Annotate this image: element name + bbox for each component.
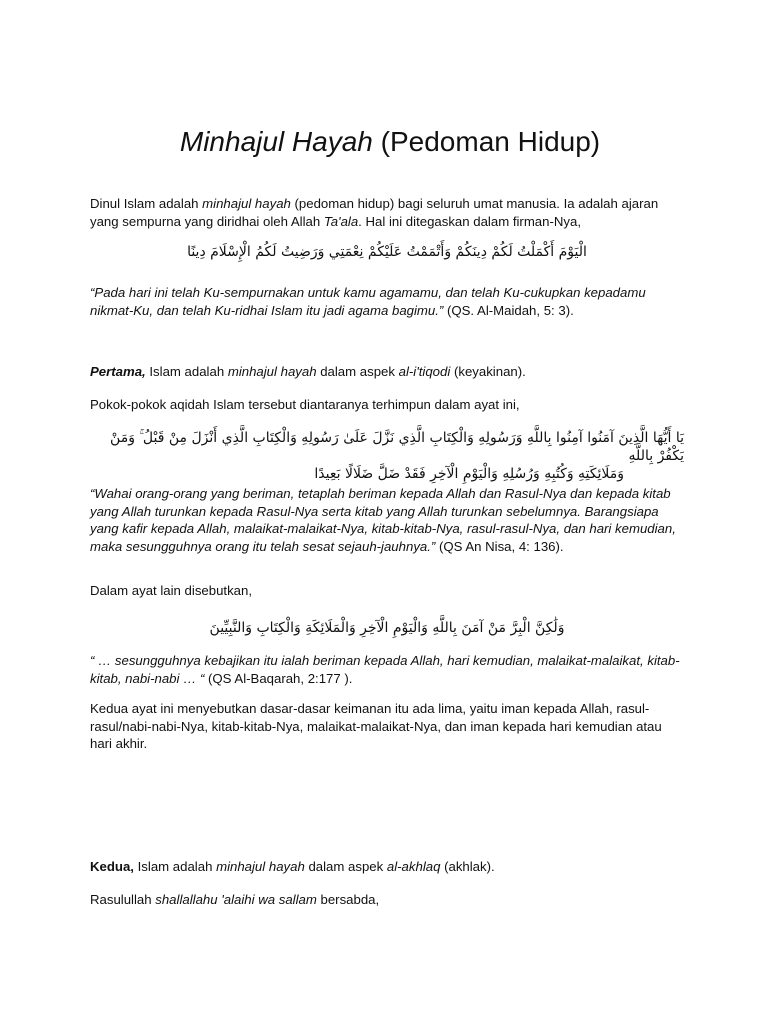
- pertama-paragraph: [90, 363, 682, 381]
- pokok-paragraph: Pokok-pokok aqidah Islam tersebut diantaranya terhimpun dalam ayat ini,: [90, 397, 520, 412]
- translation-1: [90, 284, 682, 319]
- intro-paragraph: [90, 195, 682, 230]
- section-text: dalam aspek: [316, 364, 399, 379]
- kedua-paragraph: [90, 858, 682, 876]
- arabic-verse-3: وَلَٰكِنَّ الْبِرَّ مَنْ آمَنَ بِاللَّهِ وَالْيَوْمِ الْآخِرِ وَالْمَلَائِكَةِ وَالْكِتَابِ وَالنَّبِيِّينَ: [209, 620, 565, 636]
- rasul-text: bersabda,: [316, 892, 380, 907]
- section-term: minhajul hayah: [227, 364, 317, 379]
- translation-2: [90, 485, 682, 555]
- section-lead: Pertama,: [90, 364, 146, 379]
- intro-term: minhajul hayah: [202, 196, 291, 211]
- intro-text: . Hal ini ditegaskan dalam firman-Nya,: [358, 213, 581, 229]
- translation-ref: (QS. Al-Maidah, 5: 3).: [443, 302, 574, 318]
- section-text: Islam adalah: [145, 364, 228, 379]
- intro-text: (pedoman hidup) bagi seluruh umat manusia. Ia adalah ajaran yang sempurna yang diridhai oleh Allah: [90, 196, 659, 229]
- rasul-text: Rasulullah: [90, 892, 156, 907]
- section-term: minhajul hayah: [216, 859, 305, 874]
- rasul-paragraph: [90, 891, 682, 909]
- translation-quote: “Pada hari ini telah Ku-sempurnakan untuk kamu agamamu, dan telah Ku-cukupkan kepadamu nikmat-Ku, dan telah Ku-ridhai Islam itu jadi agama bagimu.”: [90, 285, 646, 318]
- section-lead: Kedua,: [90, 859, 134, 874]
- translation-3: [90, 652, 682, 687]
- title-italic: Minhajul Hayah: [179, 126, 373, 157]
- page-title: [90, 124, 690, 160]
- intro-text: Dinul Islam adalah: [90, 196, 203, 211]
- rasul-term: shallallahu 'alaihi wa sallam: [155, 892, 317, 907]
- section-term: al-akhlaq: [386, 859, 441, 874]
- section-text: (keyakinan).: [450, 364, 526, 379]
- translation-ref: (QS An Nisa, 4: 136).: [435, 538, 564, 554]
- section-text: Islam adalah: [133, 859, 217, 874]
- translation-quote: “ … sesungguhnya kebajikan itu ialah beriman kepada Allah, hari kemudian, malaikat-malaikat, kitab-kitab, nabi-nabi … “: [90, 653, 680, 686]
- dalam-paragraph: Dalam ayat lain disebutkan,: [90, 583, 253, 598]
- intro-term: Ta'ala: [323, 213, 359, 229]
- arabic-verse-2-line-1: يَا أَيُّهَا الَّذِينَ آمَنُوا آمِنُوا بِاللَّهِ وَرَسُولِهِ وَالْكِتَابِ الَّذِي نَزَّلَ عَلَىٰ رَسُولِهِ وَالْكِتَابِ الَّذِي أَنْزَلَ مِنْ قَبْلُ ۚ وَمَنْ يَكْفُرْ بِاللَّهِ: [110, 430, 684, 464]
- arabic-verse-2-line-2: وَمَلَائِكَتِهِ وَكُتُبِهِ وَرُسُلِهِ وَالْيَوْمِ الْآخِرِ فَقَدْ ضَلَّ ضَلَالًا بَعِيدًا: [314, 466, 624, 482]
- translation-quote: “Wahai orang-orang yang beriman, tetaplah beriman kepada Allah dan Rasul-Nya dan kepada kitab yang Allah turunkan kepada Rasul-Nya serta kitab yang Allah turunkan sebelumnya. Barangsiapa yang kafir kepada Allah, malaikat-malaikat-Nya, kitab-kitab-Nya, rasul-rasul-Nya, dan hari kemudian, maka sesungguhnya orang itu telah sesat sejauh-jauhnya.”: [90, 486, 676, 554]
- kedua-ayat-paragraph: Kedua ayat ini menyebutkan dasar-dasar keimanan itu ada lima, yaitu iman kepada Allah, rasul-rasul/nabi-nabi-Nya, kitab-kitab-Nya, malaikat-malaikat-Nya, dan iman kepada hari kemudian atau hari akhir.: [90, 701, 662, 751]
- title-rest: (Pedoman Hidup): [380, 126, 601, 157]
- section-text: (akhlak).: [440, 859, 495, 874]
- section-text: dalam aspek: [304, 859, 387, 874]
- translation-ref: (QS Al-Baqarah, 2:177 ).: [204, 670, 353, 686]
- section-term: al-i'tiqodi: [398, 364, 451, 379]
- arabic-verse-2: [90, 429, 684, 483]
- arabic-verse-1: الْيَوْمَ أَكْمَلْتُ لَكُمْ دِينَكُمْ وَأَتْمَمْتُ عَلَيْكُمْ نِعْمَتِي وَرَضِيتُ لَكُمُ الْإِسْلَامَ دِينًا: [187, 244, 587, 260]
